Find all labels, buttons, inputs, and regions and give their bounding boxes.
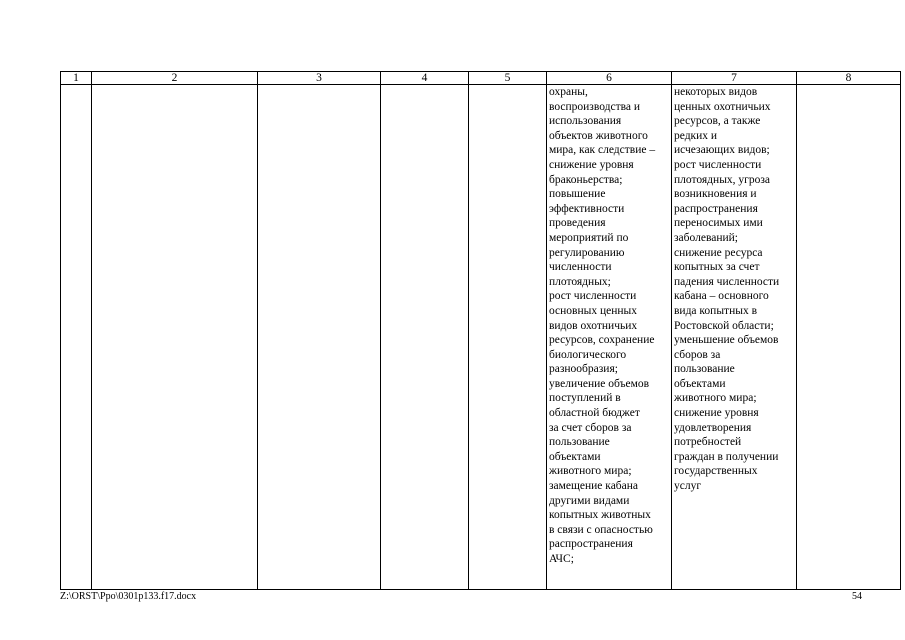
cell-col-2 bbox=[92, 85, 258, 590]
cell-col-5 bbox=[469, 85, 547, 590]
column-header-7: 7 bbox=[672, 72, 797, 85]
document-table bbox=[60, 71, 901, 590]
cell-col-1 bbox=[61, 85, 92, 590]
cell-col-7 bbox=[672, 85, 797, 590]
cell-col-3 bbox=[258, 85, 381, 590]
footer-file-path: Z:\ORST\Ppo\0301p133.f17.docx bbox=[60, 591, 197, 602]
cell-col-7-text: некоторых видов ценных охотничьих ресурсов, а также редких и исчезающих видов; рост численности плотоядных, угроза возникновения и распространения переносимых ими заболеваний; снижение ресурса копытных за счет падения численности кабана – основного вида копытных в Ростовской области; уменьшение объемов сборов за пользование объектами животного мира; снижение уровня удовлетворения потребностей граждан в получении государственных услуг bbox=[674, 86, 780, 493]
cell-col-6-text: охраны, воспроизводства и использования объектов животного мира, как следствие – снижение уровня браконьерства; повышение эффективности проведения мероприятий по регулированию численности плотоядных; рост численности основных ценных видов охотничьих ресурсов, сохранение биологического разнообразия; увеличение объемов поступлений в областной бюджет за счет сборов за пользование объектами животного мира; замещение кабана другими видами копытных животных в связи с опасностью распространения АЧС; bbox=[549, 86, 656, 565]
column-header-8: 8 bbox=[797, 72, 901, 85]
column-header-4: 4 bbox=[381, 72, 469, 85]
header-row bbox=[61, 72, 901, 85]
cell-col-6 bbox=[547, 85, 672, 590]
column-header-3: 3 bbox=[258, 72, 381, 85]
column-header-1: 1 bbox=[61, 72, 92, 85]
column-header-5: 5 bbox=[469, 72, 547, 85]
cell-col-8 bbox=[797, 85, 901, 590]
table-row bbox=[61, 85, 901, 590]
footer-page-number: 54 bbox=[852, 591, 862, 602]
column-header-2: 2 bbox=[92, 72, 258, 85]
column-header-6: 6 bbox=[547, 72, 672, 85]
cell-col-4 bbox=[381, 85, 469, 590]
